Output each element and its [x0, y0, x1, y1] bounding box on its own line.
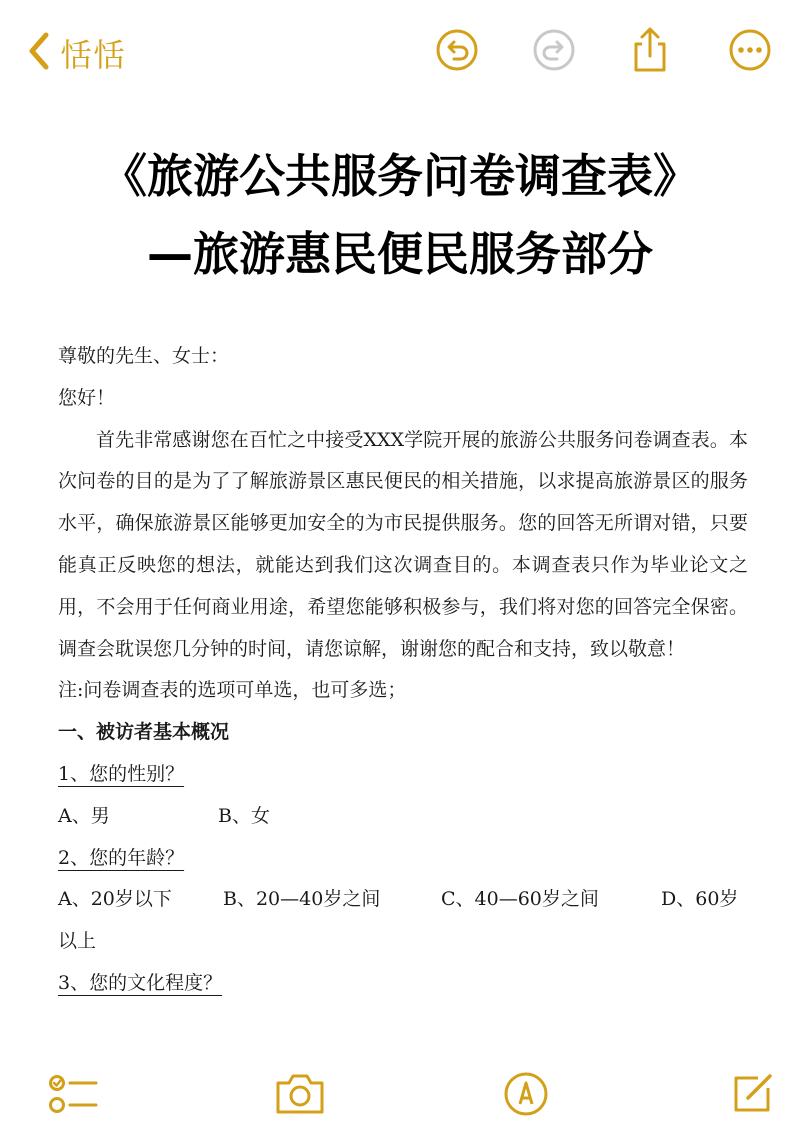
- more-button[interactable]: [726, 28, 774, 76]
- compose-icon: [728, 1070, 776, 1122]
- section-heading: 一、被访者基本概况: [58, 721, 230, 744]
- option-b: B、20—40岁之间: [223, 888, 381, 911]
- back-label: 恬恬: [60, 36, 127, 74]
- checklist-button[interactable]: [48, 1070, 100, 1122]
- undo-icon: [435, 28, 479, 76]
- share-button[interactable]: [626, 28, 674, 76]
- question-1-options: [58, 796, 748, 838]
- document-title-line1: 《旅游公共服务问卷调查表》: [101, 149, 699, 203]
- checklist-icon: [48, 1071, 100, 1121]
- camera-icon: [273, 1071, 327, 1121]
- share-icon: [628, 26, 672, 78]
- question-1: [58, 754, 748, 796]
- question-3: [58, 963, 748, 1005]
- option-b: B、女: [218, 804, 270, 827]
- redo-button[interactable]: [530, 28, 578, 76]
- option-d: D、60岁: [661, 888, 739, 911]
- question-2-text: 2、您的年龄？: [58, 846, 185, 869]
- intro-paragraph: 首先非常感谢您在百忙之中接受XXX学院开展的旅游公共服务问卷调查表。本次问卷的目的是为了了解旅游景区惠民便民的相关措施，以求提高旅游景区的服务水平，确保旅游景区能够更加安全的为市民提供服务。您的回答无所谓对错，只要能真正反映您的想法，就能达到我们这次调查目的。本调查表只作为毕业论文之用，不会用于任何商业用途，希望您能够积极参与，我们将对您的回答完全保密。调查会耽误您几分钟的时间，请您谅解，谢谢您的配合和支持，致以敬意！: [58, 428, 748, 660]
- option-a: A、20岁以下: [58, 888, 172, 911]
- document-body[interactable]: [58, 336, 748, 1005]
- compose-button[interactable]: [726, 1070, 778, 1122]
- undo-button[interactable]: [433, 28, 481, 76]
- markup-button[interactable]: [500, 1070, 552, 1122]
- question-3-text: 3、您的文化程度？: [58, 971, 223, 994]
- camera-button[interactable]: [274, 1070, 326, 1122]
- question-2: [58, 838, 748, 880]
- hello: 您好！: [58, 386, 116, 409]
- markup-pen-icon: [503, 1071, 549, 1121]
- question-1-text: 1、您的性别？: [58, 762, 185, 785]
- option-c: C、40—60岁之间: [441, 888, 599, 911]
- note: 注:问卷调查表的选项可单选，也可多选；: [58, 679, 407, 702]
- redo-icon: [532, 28, 576, 76]
- back-button[interactable]: [28, 28, 126, 78]
- top-toolbar: [0, 0, 800, 110]
- greeting: 尊敬的先生、女士：: [58, 345, 230, 367]
- chevron-left-icon: [28, 31, 50, 75]
- more-icon: [728, 28, 772, 76]
- option-a: A、男: [58, 804, 110, 827]
- option-d-continued: 以上: [58, 930, 97, 953]
- document-title-line2: —旅游惠民便民服务部分: [147, 227, 653, 281]
- question-2-options: [58, 879, 748, 921]
- bottom-toolbar: [0, 1060, 800, 1132]
